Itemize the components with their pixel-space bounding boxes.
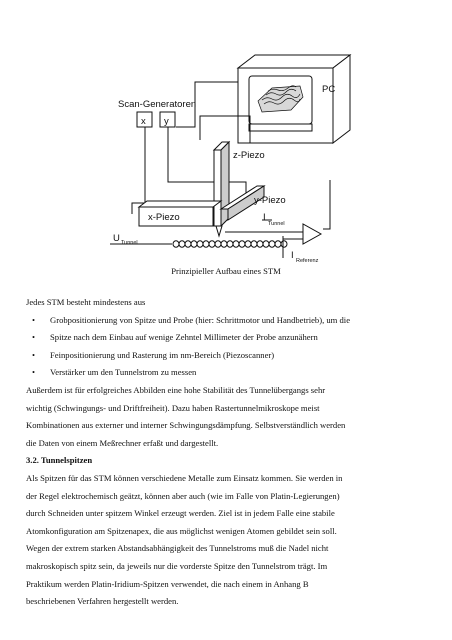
sample-atom xyxy=(209,241,215,247)
paragraph-line: Kombinationen aus externer und interner Schwingungsdämpfung. Selbstverständlich werden xyxy=(26,420,346,431)
sample-atom xyxy=(251,241,257,247)
paragraph-line: Praktikum werden Platin-Iridium-Spitzen verwendet, die nach einem in Anhang B xyxy=(26,578,309,589)
pc-monitor xyxy=(238,55,350,143)
x-piezo-label: x-Piezo xyxy=(148,212,180,223)
paragraph-line: makroskopisch spitz sein, da jeweils nur die vorderste Spitze den Tunnelstrom trägt. Im xyxy=(26,560,328,571)
sample-atom xyxy=(257,241,263,247)
sample-atom xyxy=(173,241,179,247)
y-piezo-label: y-Piezo xyxy=(254,195,286,206)
bullet-continuation: • Spitze nach dem Einbau auf wenige Zehntel Millimeter der Probe anzunähern xyxy=(26,329,426,347)
bullet-list xyxy=(26,312,426,382)
pc-label: PC xyxy=(322,84,336,95)
paragraph-line: beschriebenen Verfahren hergestellt werden. xyxy=(26,596,179,607)
paragraph-line: Als Spitzen für das STM können verschiedene Metalle zum Einsatz kommen. Sie werden in xyxy=(26,472,343,483)
sample-atoms xyxy=(173,241,287,247)
bullet-item: • Verstärker um den Tunnelstrom zu messen xyxy=(26,364,426,382)
bullet-item: • Grobpositionierung von Spitze und Probe (hier: Schrittmotor und Handbetrieb), um die xyxy=(26,312,426,330)
paragraph-line: Atomkonfiguration am Spitzenapex, die aus möglichst wenigen Atomen gebildet sein soll. xyxy=(26,525,337,536)
paragraph-line: wichtig (Schwingungs- und Driftfreiheit). Dazu haben Rastertunnelmikroskope meist xyxy=(26,402,320,413)
i-ref-sub: Referenz xyxy=(296,258,319,262)
sample-atom xyxy=(203,241,209,247)
sample-atom xyxy=(275,241,281,247)
scan-y-label: y xyxy=(164,116,169,127)
sample-atom xyxy=(179,241,185,247)
sample-atom xyxy=(227,241,233,247)
i-tunnel-sub: Tunnel xyxy=(268,221,285,227)
sample-atom xyxy=(215,241,221,247)
figure-caption: Prinzipieller Aufbau eines STM xyxy=(171,266,281,276)
sample-atom xyxy=(239,241,245,247)
sample-atom xyxy=(191,241,197,247)
sample-atom xyxy=(197,241,203,247)
sample-atom xyxy=(233,241,239,247)
paragraph-line: Wegen der extrem starken Abstandsabhängigkeit des Tunnelstroms muß die Nadel nicht xyxy=(26,543,329,554)
sample-atom xyxy=(245,241,251,247)
intro-line: Jedes STM besteht mindestens aus xyxy=(26,297,146,307)
tunnel-tip xyxy=(216,226,222,236)
sample-atom xyxy=(281,241,287,247)
i-ref-label: I xyxy=(291,250,294,261)
paragraph-line: die Daten von einem Meßrechner erfaßt und dargestellt. xyxy=(26,437,219,448)
z-piezo xyxy=(214,142,229,226)
z-piezo-label: z-Piezo xyxy=(233,150,265,161)
sample-atom xyxy=(185,241,191,247)
sample-atom xyxy=(263,241,269,247)
section-heading: 3.2. Tunnelspitzen xyxy=(26,455,93,466)
sample-atom xyxy=(221,241,227,247)
body-text xyxy=(26,294,426,611)
amplifier xyxy=(303,224,321,244)
scan-generators-label: Scan-Generatoren xyxy=(118,99,197,110)
sample-atom xyxy=(269,241,275,247)
i-tunnel-label: I xyxy=(263,212,266,223)
bullet-item: • Feinpositionierung und Rasterung im nm-Bereich (Piezoscanner) xyxy=(26,347,426,365)
scan-x-label: x xyxy=(141,116,146,127)
u-tunnel-sub: Tunnel xyxy=(121,240,138,246)
paragraph-line: durch Schneiden unter spitzem Winkel erzeugt werden. Ziel ist in jedem Falle eine stabile xyxy=(26,508,335,519)
paragraph-line: der Regel elektrochemisch geätzt, können aber auch (wie im Falle von Platin-Legierungen) xyxy=(26,490,340,501)
stm-setup-diagram xyxy=(0,0,452,262)
paragraph-line: Außerdem ist für erfolgreiches Abbilden eine hohe Stabilität des Tunnelübergangs sehr xyxy=(26,384,326,395)
u-tunnel-label: U xyxy=(113,233,120,244)
